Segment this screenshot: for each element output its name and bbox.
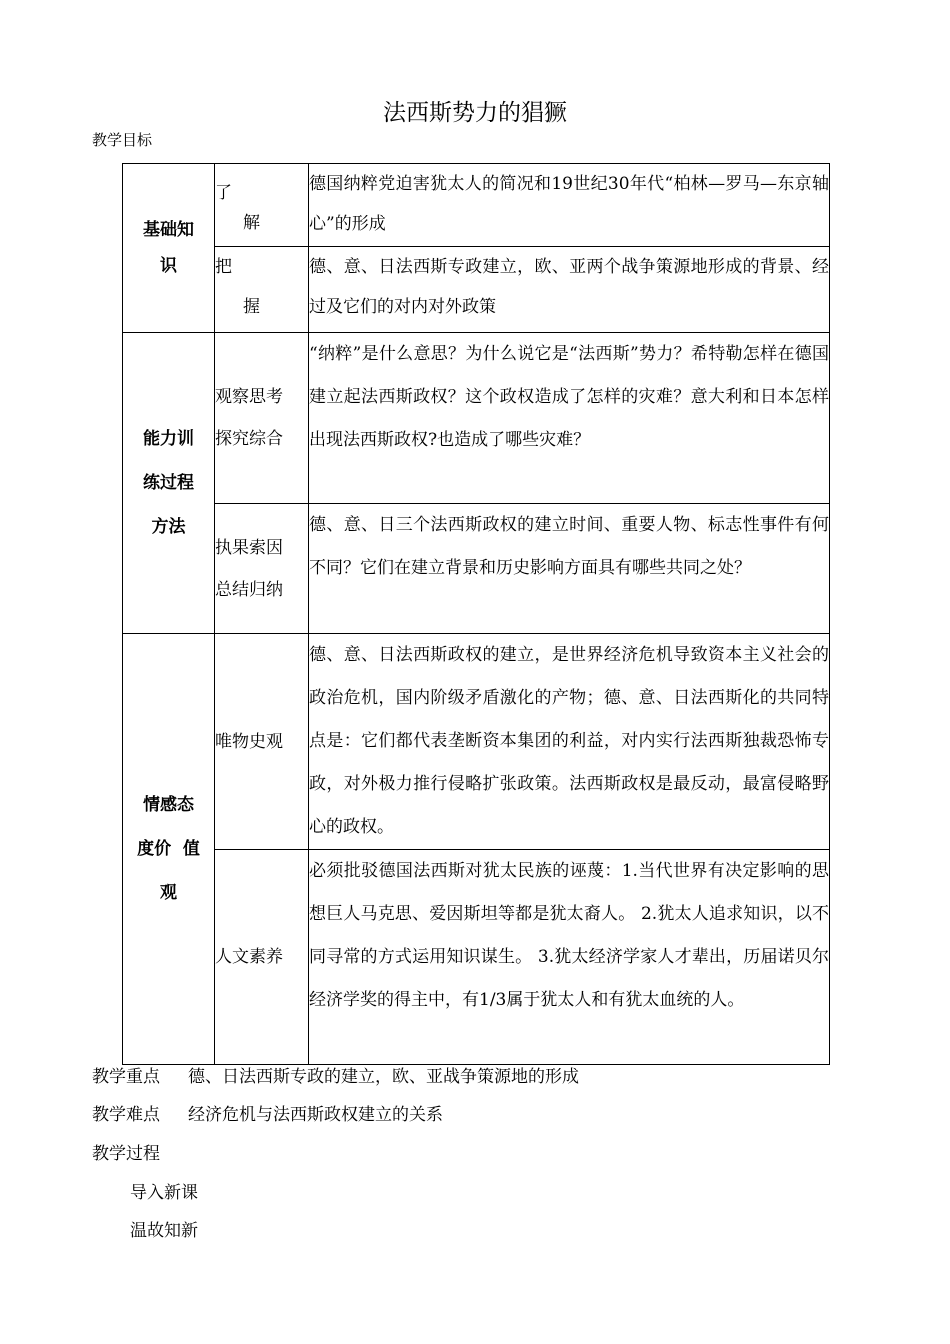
sub-master: 把 握 [215, 247, 309, 333]
sub-historical-materialism: 唯物史观 [215, 634, 309, 850]
table-row [123, 504, 830, 634]
process-label: 教学过程 [92, 1144, 160, 1164]
category-basic-knowledge: 基础知 识 [123, 164, 215, 333]
content-observe-explore: “纳粹”是什么意思？为什么说它是“法西斯”势力？希特勒怎样在德国建立起法西斯政权？这个政权造成了怎样的灾难？意大利和日本怎样出现法西斯政权?也造成了哪些灾难？ [309, 333, 830, 504]
category-ability: 能力训 练过程 方法 [123, 333, 215, 634]
content-master: 德、意、日法西斯专政建立，欧、亚两个战争策源地形成的背景、经过及它们的对内对外政策 [309, 247, 830, 333]
content-historical-materialism: 德、意、日法西斯政权的建立，是世界经济危机导致资本主义社会的政治危机，国内阶级矛盾激化的产物；德、意、日法西斯化的共同特点是：它们都代表垄断资本集团的利益，对内实行法西斯独裁恐怖专政，对外极力推行侵略扩张政策。法西斯政权是最反动，最富侵略野心的政权。 [309, 634, 830, 850]
category-emotion-values: 情感态 度价 值 观 [123, 634, 215, 1065]
content-humanities: 必须批驳德国法西斯对犹太民族的诬蔑：1.当代世界有决定影响的思想巨人马克思、爱因斯坦等都是犹太裔人。 2.犹太人追求知识，以不同寻常的方式运用知识谋生。 3.犹太经济学家人才辈出，历届诺贝尔经济学奖的得主中，有1/3属于犹太人和有犹太血统的人。 [309, 850, 830, 1065]
table-row [123, 164, 830, 247]
table-row [123, 850, 830, 1065]
difficulty-label: 教学难点 [92, 1105, 160, 1125]
teaching-goals-table [122, 163, 830, 1065]
process-item-review: 温故知新 [130, 1221, 198, 1241]
page-title: 法西斯势力的猖獗 [383, 100, 567, 126]
table-row [123, 634, 830, 850]
difficulty-line [92, 1103, 443, 1127]
sub-humanities: 人文素养 [215, 850, 309, 1065]
key-point-line [92, 1065, 579, 1089]
teaching-goals-label: 教学目标 [92, 131, 153, 149]
table-row [123, 247, 830, 333]
content-summarize: 德、意、日三个法西斯政权的建立时间、重要人物、标志性事件有何不同？它们在建立背景和历史影响方面具有哪些共同之处？ [309, 504, 830, 634]
key-point-text: 德、日法西斯专政的建立，欧、亚战争策源地的形成 [188, 1067, 579, 1087]
content-understand: 德国纳粹党迫害犹太人的简况和19世纪30年代“柏林—罗马—东京轴心”的形成 [309, 164, 830, 247]
table-row [123, 333, 830, 504]
sub-observe-explore: 观察思考 探究综合 [215, 333, 309, 504]
process-item-intro: 导入新课 [130, 1183, 198, 1203]
difficulty-text: 经济危机与法西斯政权建立的关系 [188, 1105, 443, 1125]
key-point-label: 教学重点 [92, 1067, 160, 1087]
sub-summarize: 执果索因 总结归纳 [215, 504, 309, 634]
sub-understand: 了 解 [215, 164, 309, 247]
